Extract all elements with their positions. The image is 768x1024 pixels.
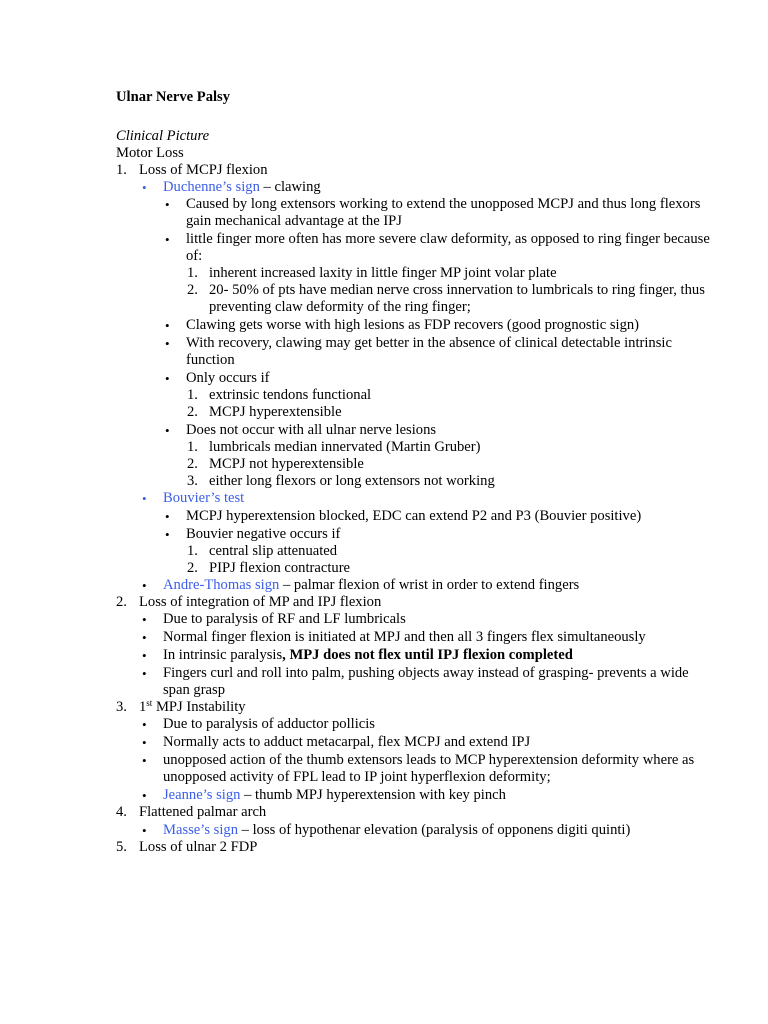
bullet-icon: • — [142, 648, 147, 663]
list-item: • Caused by long extensors working to extend the unopposed MCPJ and thus long flexors gain mechanical advantage at the IPJ — [165, 196, 701, 229]
list-item: 1. lumbricals median innervated (Martin Gruber) — [187, 439, 481, 455]
bullet-icon: • — [142, 578, 147, 593]
bullet-icon: • — [142, 630, 147, 645]
subsection-heading: Motor Loss — [116, 145, 184, 161]
list-item: • Andre-Thomas sign – palmar flexion of wrist in order to extend fingers — [142, 577, 580, 593]
andre-thomas-sign-link[interactable]: Andre-Thomas sign — [163, 577, 280, 593]
list-item: • MCPJ hyperextension blocked, EDC can extend P2 and P3 (Bouvier positive) — [165, 508, 642, 524]
list-item: • Fingers curl and roll into palm, pushing objects away instead of grasping- prevents a wide span grasp — [142, 665, 689, 698]
list-item: 2. MCPJ not hyperextensible — [187, 456, 364, 472]
document-title: Ulnar Nerve Palsy — [116, 89, 231, 105]
list-item: 5. Loss of ulnar 2 FDP — [116, 839, 258, 855]
list-item: • Duchenne’s sign – clawing — [142, 179, 321, 195]
bullet-icon: • — [142, 491, 147, 506]
list-item: 1. inherent increased laxity in little finger MP joint volar plate — [187, 265, 557, 281]
list-item: • Jeanne’s sign – thumb MPJ hyperextension with key pinch — [142, 787, 506, 803]
list-item: • Bouvier negative occurs if — [165, 526, 341, 542]
list-item: • Clawing gets worse with high lesions as FDP recovers (good prognostic sign) — [165, 317, 640, 333]
bullet-icon: • — [165, 336, 170, 351]
bullet-icon: • — [165, 423, 170, 438]
bullet-icon: • — [142, 823, 147, 838]
list-item: 1. Loss of MCPJ flexion — [116, 162, 268, 178]
bullet-icon: • — [165, 318, 170, 333]
list-item: 2. PIPJ flexion contracture — [187, 560, 351, 576]
list-item: 3. either long flexors or long extensors not working — [187, 473, 495, 489]
list-item: • Does not occur with all ulnar nerve lesions — [165, 422, 437, 438]
bullet-icon: • — [165, 509, 170, 524]
list-item: 2. 20- 50% of pts have median nerve cross innervation to lumbricals to ring finger, thus preventing claw deformity of the ring finger; — [187, 282, 705, 315]
masse-sign-link[interactable]: Masse’s sign — [163, 822, 238, 838]
bullet-icon: • — [142, 735, 147, 750]
jeanne-sign-link[interactable]: Jeanne’s sign — [163, 787, 241, 803]
list-item: • With recovery, clawing may get better in the absence of clinical detectable intrinsic function — [165, 335, 672, 368]
list-item: 3. 1st MPJ Instability — [116, 698, 246, 715]
bullet-icon: • — [142, 788, 147, 803]
list-item: 4. Flattened palmar arch — [116, 804, 267, 820]
list-item: • Due to paralysis of RF and LF lumbricals — [142, 611, 406, 627]
list-item: • Only occurs if — [165, 370, 270, 386]
bullet-icon: • — [142, 753, 147, 768]
bullet-icon: • — [142, 717, 147, 732]
list-item — [116, 490, 716, 507]
list-item: • Normally acts to adduct metacarpal, flex MCPJ and extend IPJ — [142, 734, 531, 750]
list-item: 1. extrinsic tendons functional — [187, 387, 372, 403]
list-item: 2. MCPJ hyperextensible — [187, 404, 342, 420]
bullet-icon: • — [165, 232, 170, 247]
document-page — [116, 89, 716, 856]
list-item: • Normal finger flexion is initiated at MPJ and then all 3 fingers flex simultaneously — [142, 629, 646, 645]
bullet-icon: • — [142, 612, 147, 627]
bullet-icon: • — [142, 666, 147, 681]
list-item: • Due to paralysis of adductor pollicis — [142, 716, 375, 732]
list-item: 2. Loss of integration of MP and IPJ flexion — [116, 594, 382, 610]
bullet-icon: • — [165, 371, 170, 386]
list-item: • unopposed action of the thumb extensors leads to MCP hyperextension deformity where as unopposed activity of FPL lead to IP joint hyperflexion deformity; — [142, 752, 695, 785]
bullet-icon: • — [142, 180, 147, 195]
duchenne-sign-link[interactable]: Duchenne’s sign — [163, 179, 260, 195]
bouvier-test-link[interactable]: Bouvier’s test — [163, 490, 245, 506]
section-heading: Clinical Picture — [116, 128, 210, 144]
list-item: • little finger more often has more severe claw deformity, as opposed to ring finger because of: — [165, 231, 710, 264]
bullet-icon: • — [165, 197, 170, 212]
list-item: 1. central slip attenuated — [187, 543, 338, 559]
list-item: • Masse’s sign – loss of hypothenar elevation (paralysis of opponens digiti quinti) — [142, 822, 631, 838]
list-item: • In intrinsic paralysis, MPJ does not flex until IPJ flexion completed — [142, 647, 573, 663]
bullet-icon: • — [165, 527, 170, 542]
